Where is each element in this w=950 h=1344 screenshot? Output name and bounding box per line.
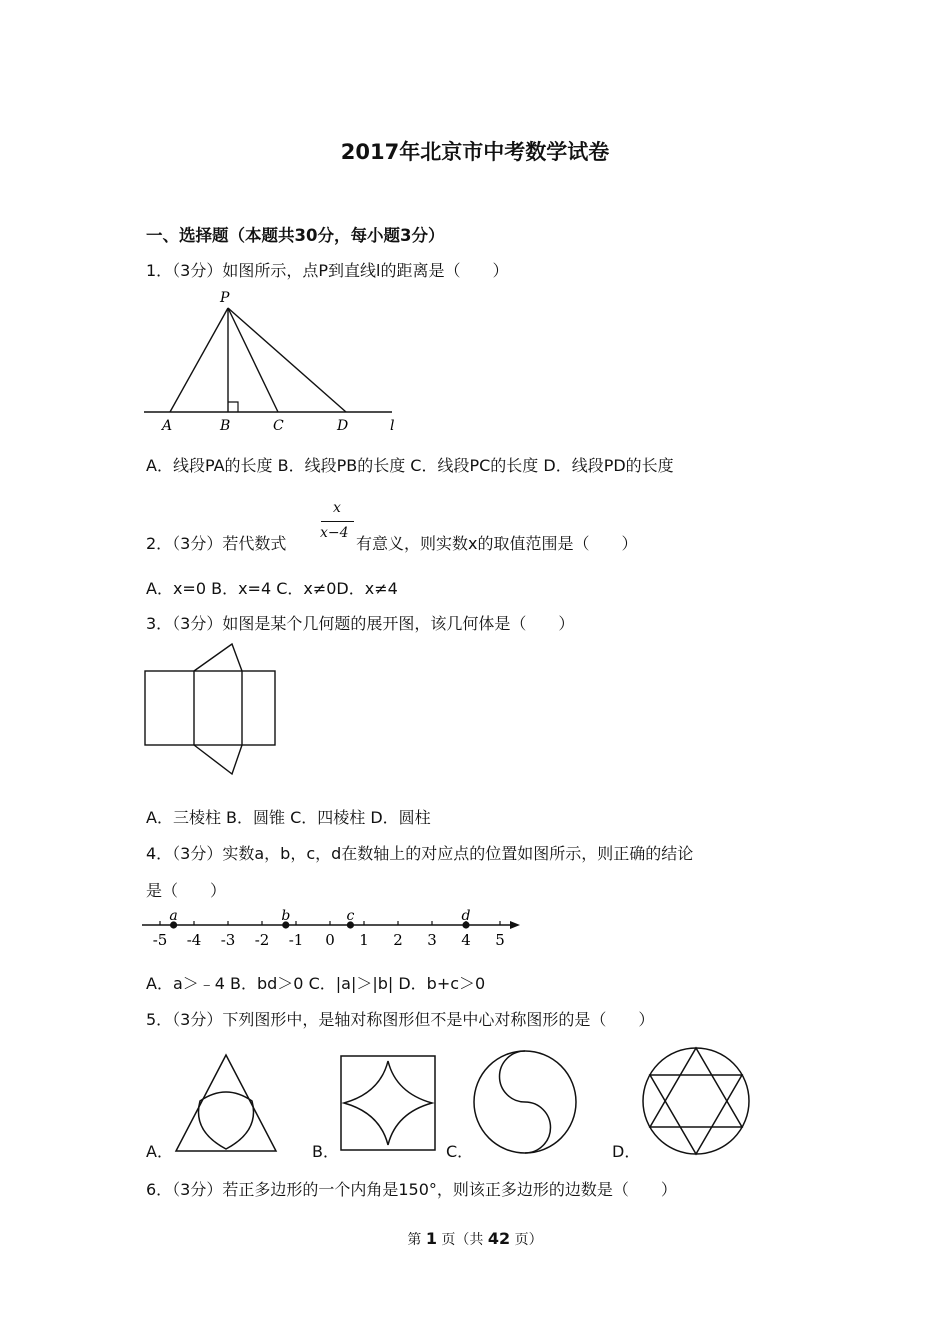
label-d: D — [337, 418, 349, 434]
q5-square-star-figure — [338, 1053, 440, 1155]
tick-label: 1 — [359, 931, 369, 949]
question-2-options: A．x=0 B．x=4 C．x≠0D．x≠4 — [146, 579, 398, 598]
question-1-stem: 1．（3分）如图所示，点P到直线l的距离是（ ） — [146, 261, 509, 280]
q5-hexagram-circle-figure — [640, 1045, 752, 1157]
page-footer — [0, 1229, 950, 1249]
question-2-stem-after: 有意义，则实数x的取值范围是（ ） — [356, 534, 638, 553]
point-label-c: c — [346, 908, 355, 924]
label-b: B — [220, 418, 231, 434]
fraction-bar — [321, 521, 354, 522]
point-label-a: a — [169, 908, 178, 924]
tick-label: 5 — [495, 931, 505, 949]
question-2-stem-before: 2．（3分）若代数式 — [146, 534, 287, 553]
tick-label: -2 — [254, 931, 270, 949]
label-a: A — [162, 418, 173, 434]
point-label-d: d — [461, 908, 471, 924]
option-c-label: C． — [446, 1142, 474, 1161]
tick-label: -5 — [152, 931, 168, 949]
tick-label: 4 — [461, 931, 471, 949]
q3-prism-net-figure — [140, 640, 285, 780]
question-4-options: A．a＞﹣4 B．bd＞0 C．|a|＞|b| D．b+c＞0 — [146, 974, 486, 993]
question-3-stem: 3．（3分）如图是某个几何题的展开图，该几何体是（ ） — [146, 614, 575, 633]
tick-label: -4 — [186, 931, 202, 949]
footer-total-pages: 42 — [487, 1229, 511, 1248]
q4-number-line-figure — [140, 905, 530, 955]
footer-prefix: 第 — [407, 1232, 426, 1248]
q5-triangle-arcs-figure — [170, 1053, 285, 1155]
question-5-stem: 5．（3分）下列图形中，是轴对称图形但不是中心对称图形的是（ ） — [146, 1010, 655, 1029]
q5-yin-yang-figure — [470, 1047, 580, 1157]
footer-middle: 页（共 — [436, 1232, 488, 1248]
label-c: C — [273, 418, 284, 434]
question-4-stem-line1: 4．（3分）实数a，b，c，d在数轴上的对应点的位置如图所示，则正确的结论 — [146, 844, 694, 863]
fraction-numerator: x — [333, 500, 341, 516]
question-6-stem: 6．（3分）若正多边形的一个内角是150°，则该正多边形的边数是（ ） — [146, 1180, 677, 1199]
q1-triangle-figure — [140, 286, 410, 438]
question-3-options: A．三棱柱 B．圆锥 C．四棱柱 D．圆柱 — [146, 808, 431, 827]
point-label-b: b — [281, 908, 291, 924]
option-a-label: A． — [146, 1142, 173, 1161]
fraction-denominator: x−4 — [320, 525, 349, 541]
tick-label: 0 — [325, 931, 335, 949]
label-l: l — [390, 418, 395, 434]
question-4-stem-line2: 是（ ） — [146, 881, 227, 900]
tick-label: 2 — [393, 931, 403, 949]
tick-label: -3 — [220, 931, 236, 949]
label-p: P — [220, 290, 230, 306]
footer-page-number: 1 — [425, 1229, 437, 1248]
footer-suffix: 页） — [510, 1232, 543, 1248]
axis-arrow — [510, 921, 520, 929]
option-b-label: B． — [312, 1142, 339, 1161]
tick-label: 3 — [427, 931, 437, 949]
tick-label: -1 — [288, 931, 304, 949]
question-1-options: A．线段PA的长度 B．线段PB的长度 C．线段PC的长度 D．线段PD的长度 — [146, 456, 674, 475]
option-d-label: D． — [612, 1142, 641, 1161]
section-heading: 一、选择题（本题共30分，每小题3分） — [146, 226, 445, 245]
page-title: 2017年北京市中考数学试卷 — [340, 140, 610, 164]
